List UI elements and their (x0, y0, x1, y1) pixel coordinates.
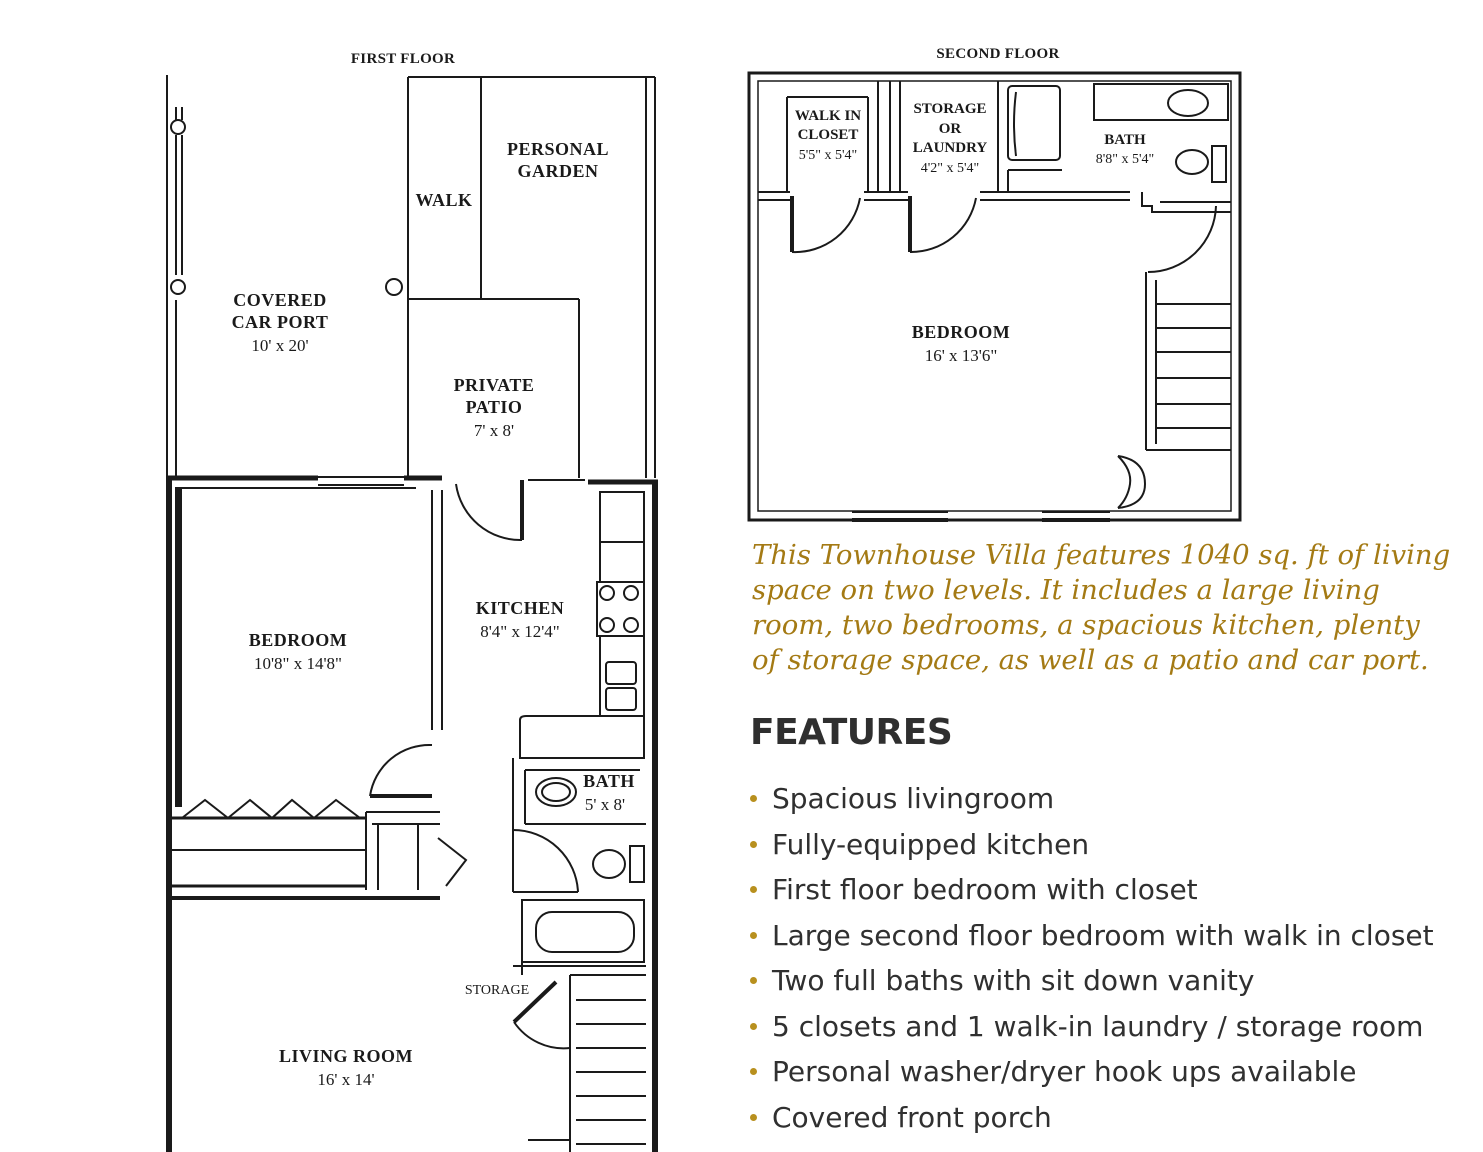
feature-text: Fully-equipped kitchen (772, 827, 1090, 861)
bullet-icon (750, 1114, 757, 1121)
bedroom-1-label: BEDROOM (248, 630, 348, 650)
feature-item (748, 1097, 1468, 1143)
bullet-icon (750, 932, 757, 939)
kitchen-label: KITCHEN (475, 598, 565, 618)
bullet-icon (750, 841, 757, 848)
bullet-icon (750, 1023, 757, 1030)
second-floor-title: SECOND FLOOR (936, 46, 1060, 62)
feature-item (748, 824, 1468, 870)
carport-label-1: COVERED (233, 290, 327, 310)
feature-item (748, 960, 1468, 1006)
storage-laundry-label-1: STORAGE (913, 101, 987, 117)
feature-item (748, 1051, 1468, 1097)
bath-2-label: BATH (1104, 132, 1146, 148)
feature-text: Two full baths with sit down vanity (772, 964, 1255, 997)
features-list (748, 778, 1468, 1142)
bullet-icon (750, 886, 757, 893)
carport-label-2: CAR PORT (231, 312, 329, 332)
storage-laundry-label-2: OR (938, 121, 962, 137)
feature-text: 5 closets and 1 walk-in laundry / storage room (772, 1009, 1424, 1043)
bullet-icon (750, 1068, 757, 1075)
patio-label-2: PATIO (465, 397, 523, 417)
first-floor-title: FIRST FLOOR (350, 51, 456, 67)
living-room-dimensions: 16' x 14' (317, 1070, 375, 1089)
living-room-label: LIVING ROOM (278, 1046, 414, 1066)
carport-dimensions: 10' x 20' (251, 336, 309, 355)
feature-text: Spacious livingroom (772, 782, 1055, 815)
feature-item (748, 778, 1468, 824)
feature-item (748, 869, 1468, 915)
storage-label: STORAGE (464, 983, 530, 998)
walkin-closet-label-2: CLOSET (797, 127, 859, 143)
feature-item (748, 1006, 1468, 1052)
feature-text: Large second floor bedroom with walk in closet (772, 918, 1434, 952)
storage-laundry-dimensions: 4'2" x 5'4" (920, 161, 980, 176)
feature-text: Personal washer/dryer hook ups available (772, 1055, 1357, 1088)
walkin-closet-label-1: WALK IN (794, 108, 862, 124)
bedroom-1-dimensions: 10'8" x 14'8" (253, 654, 343, 673)
patio-label-1: PRIVATE (453, 375, 535, 395)
walk-label: WALK (415, 190, 473, 210)
bullet-icon (750, 977, 757, 984)
kitchen-dimensions: 8'4" x 12'4" (480, 622, 560, 641)
villa-description: This Townhouse Villa features 1040 sq. ft of living space on two levels. It includes a large living room, two bedrooms, a spacious kitchen, plenty of storage space, as well as a patio and car port. (752, 539, 1451, 676)
bath-1-dimensions: 5' x 8' (584, 795, 626, 814)
feature-text: Covered front porch (772, 1100, 1052, 1134)
bedroom-2-label: BEDROOM (911, 322, 1011, 342)
features-heading: FEATURES (750, 712, 953, 753)
walkin-closet-dimensions: 5'5" x 5'4" (798, 148, 858, 163)
storage-laundry-label-3: LAUNDRY (912, 140, 988, 156)
bath-1-label: BATH (583, 771, 635, 791)
patio-dimensions: 7' x 8' (473, 421, 515, 440)
bath-2-dimensions: 8'8" x 5'4" (1095, 152, 1155, 167)
bedroom-2-dimensions: 16' x 13'6" (924, 346, 998, 365)
feature-item (748, 915, 1468, 961)
garden-label-1: PERSONAL (506, 139, 610, 159)
garden-label-2: GARDEN (517, 161, 599, 181)
feature-text: First floor bedroom with closet (772, 873, 1198, 906)
bullet-icon (750, 795, 757, 802)
